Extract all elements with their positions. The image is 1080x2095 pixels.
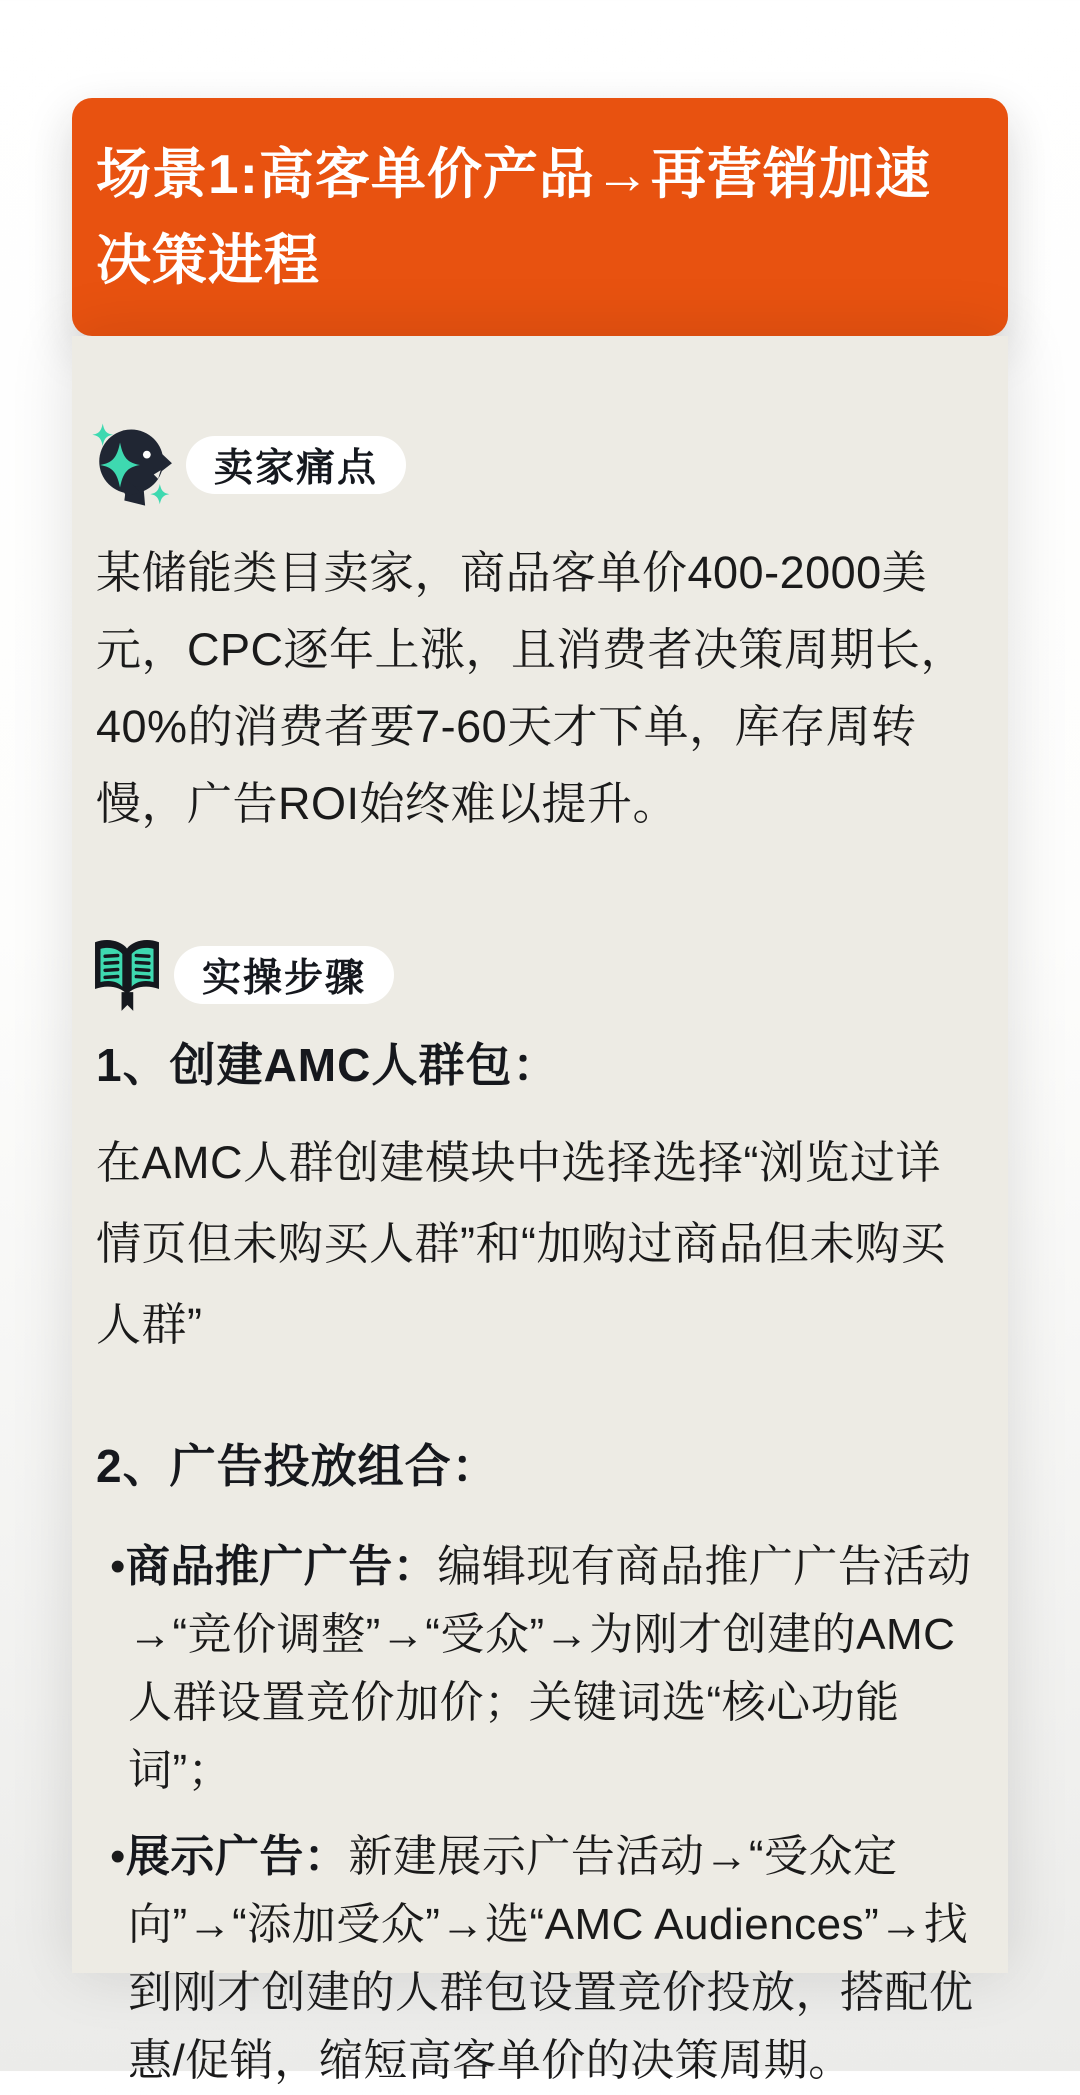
page-background	[0, 98, 1080, 2085]
step1-text: 在AMC人群创建模块中选择选择“浏览过详情页但未购买人群”和“加购过商品但未购买人群”	[96, 1137, 946, 1350]
step2-heading: 2、广告投放组合：	[96, 1440, 499, 1492]
step1-heading: 1、创建AMC人群包：	[96, 1039, 560, 1091]
pain-section	[96, 336, 984, 842]
pain-text: 某储能类目卖家，商品客单价400-2000美元，CPC逐年上涨，且消费者决策周期长，40%的消费者要7-60天才下单，库存周转慢，广告ROI始终难以提升。	[96, 547, 967, 829]
steps-badge-row	[88, 936, 984, 1014]
bullet-item-sponsored-products	[96, 1533, 984, 1805]
page-title: 场景1:高客单价产品→再营销加速决策进程	[96, 143, 931, 291]
card-stack	[72, 98, 1008, 2085]
pain-badge-row	[88, 336, 984, 510]
open-book-icon	[88, 936, 166, 1014]
bullet-marker: •	[110, 1832, 126, 1881]
steps-section	[96, 936, 984, 2095]
pain-badge: 卖家痛点	[186, 436, 406, 494]
header-card	[72, 98, 1008, 336]
bullet-item-display-ads	[96, 1823, 984, 2095]
bullet-text-display-ads: 新建展示广告活动→“受众定向”→“添加受众”→选“AMC Audiences”→找到刚才创建的人群包设置竞价投放，搭配优惠/促销，缩短高客单价的决策周期。	[128, 1832, 974, 2085]
bullet-label-sponsored-products: 商品推广广告：	[125, 1542, 438, 1591]
steps-badge: 实操步骤	[174, 946, 394, 1004]
bullet-label-display-ads: 展示广告：	[125, 1832, 349, 1881]
sparkle-head-icon	[88, 420, 178, 510]
bullet-text-sponsored-products: 编辑现有商品推广广告活动→“竞价调整”→“受众”→为刚才创建的AMC人群设置竞价加价；关键词选“核心功能词”；	[128, 1542, 972, 1795]
content-card	[72, 336, 1008, 2085]
bullet-marker: •	[110, 1542, 126, 1591]
bullet-list	[96, 1533, 984, 2095]
